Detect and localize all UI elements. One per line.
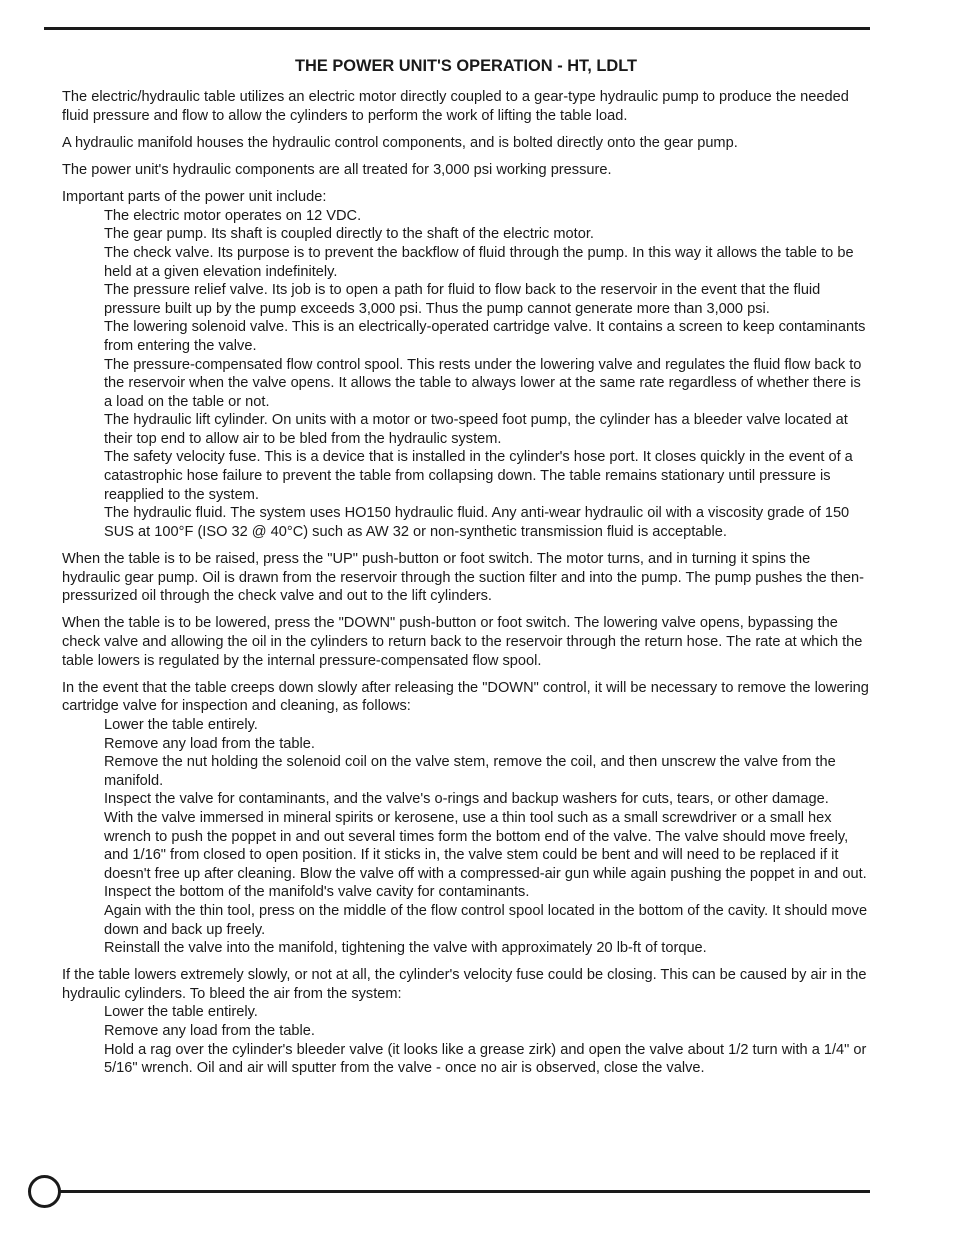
intro-paragraph: The electric/hydraulic table utilizes an electric motor directly coupled to a gear-type hydraulic pump to produce the needed fluid pressure and flow to allow the cylinders to perform the work of lifting the table load.	[62, 89, 849, 124]
raise-paragraph: When the table is to be raised, press the "UP" push-button or foot switch. The motor turns, and in turning it spins the hydraulic gear pump. Oil is drawn from the reservoir through the suction filter and into the pump. The pump pushes the then-pressurized oil through the check valve and out to the lift cylinders.	[62, 551, 865, 605]
creep-steps-list	[62, 679, 870, 958]
parts-list	[62, 188, 870, 541]
list-item: The lowering solenoid valve. This is an electrically-operated cartridge valve. It contains a screen to keep contaminants from entering the valve.	[104, 319, 866, 354]
page-title: THE POWER UNIT'S OPERATION - HT, LDLT	[294, 57, 638, 75]
list-item: The hydraulic lift cylinder. On units with a motor or two-speed foot pump, the cylinder has a bleeder valve located at their top end to allow air to be bled from the hydraulic system.	[104, 412, 848, 447]
list-item: Reinstall the valve into the manifold, tightening the valve with approximately 20 lb-ft of torque.	[104, 940, 707, 957]
list-item: The check valve. Its purpose is to prevent the backflow of fluid through the pump. In this way it allows the table to be held at a given elevation indefinitely.	[104, 244, 854, 280]
list-item: Lower the table entirely.	[104, 716, 258, 733]
list-item: Remove the nut holding the solenoid coil on the valve stem, remove the coil, and then unscrew the valve from the manifold.	[104, 754, 836, 789]
creep-lead: In the event that the table creeps down slowly after releasing the "DOWN" control, it will be necessary to remove the lowering cartridge valve for inspection and cleaning, as follows:	[62, 679, 869, 715]
bottom-rule	[58, 1190, 870, 1193]
intro-paragraph: A hydraulic manifold houses the hydraulic control components, and is bolted directly onto the gear pump.	[62, 134, 738, 151]
list-item: Lower the table entirely.	[104, 1004, 258, 1021]
bleed-steps-list	[62, 966, 870, 1078]
list-item: The hydraulic fluid. The system uses HO150 hydraulic fluid. Any anti-wear hydraulic oil with a viscosity grade of 150 SUS at 100°F (ISO 32 @ 40°C) such as AW 32 or non-synthetic transmission fluid is acceptable.	[104, 505, 850, 540]
lower-paragraph: When the table is to be lowered, press the "DOWN" push-button or foot switch. The lowering valve opens, bypassing the check valve and allowing the oil in the cylinders to return back to the reservoir through the return hose. The rate at which the table lowers is regulated by the internal pressure-compensated flow spool.	[62, 615, 863, 669]
bleed-lead: If the table lowers extremely slowly, or not at all, the cylinder's velocity fuse could be closing. This can be caused by air in the hydraulic cylinders. To bleed the air from the system:	[62, 967, 867, 1002]
list-item: Inspect the bottom of the manifold's valve cavity for contaminants.	[104, 884, 530, 901]
list-item: Hold a rag over the cylinder's bleeder valve (it looks like a grease zirk) and open the valve about 1/2 turn with a 1/4" or 5/16" wrench. Oil and air will sputter from the valve - once no air is observed, close the valve.	[104, 1041, 867, 1077]
list-item: The safety velocity fuse. This is a device that is installed in the cylinder's hose port. It closes quickly in the event of a catastrophic hose failure to prevent the table from collapsing down. The table remains stationary until pressure is reapplied to the system.	[104, 449, 853, 503]
intro-paragraph: The power unit's hydraulic components are all treated for 3,000 psi working pressure.	[62, 161, 612, 178]
list-item: Remove any load from the table.	[104, 735, 315, 752]
list-item: The pressure relief valve. Its job is to open a path for fluid to flow back to the reservoir in the event that the fluid pressure built up by the pump exceeds 3,000 psi. Thus the pump cannot generate more than 3,000 psi.	[104, 282, 821, 317]
parts-lead: Important parts of the power unit include:	[62, 189, 327, 206]
list-item: The gear pump. Its shaft is coupled directly to the shaft of the electric motor.	[104, 226, 594, 243]
top-rule	[44, 27, 870, 30]
list-item: Again with the thin tool, press on the middle of the flow control spool located in the bottom of the cavity. It should move down and back up freely.	[104, 902, 868, 938]
page-content	[62, 56, 870, 1086]
list-item: The electric motor operates on 12 VDC.	[104, 207, 362, 224]
list-item: Remove any load from the table.	[104, 1023, 315, 1040]
list-item: With the valve immersed in mineral spirits or kerosene, use a thin tool such as a small screwdriver or a small hex wrench to push the poppet in and out several times form the bottom end of the valve. The valve should move freely, and 1/16" from closed to open position. If it sticks in, the valve stem could be bent and will need to be replaced if it doesn't free up after cleaning. Blow the valve off with a compressed-air gun while again pushing the poppet in and out.	[104, 809, 867, 882]
list-item: The pressure-compensated flow control spool. This rests under the lowering valve and regulates the fluid flow back to the reservoir when the valve opens. It allows the table to always lower at the same rate regardless of whether there is a load on the table or not.	[104, 356, 862, 410]
page-number-circle	[28, 1175, 61, 1208]
list-item: Inspect the valve for contaminants, and the valve's o-rings and backup washers for cuts, tears, or other damage.	[104, 791, 829, 808]
